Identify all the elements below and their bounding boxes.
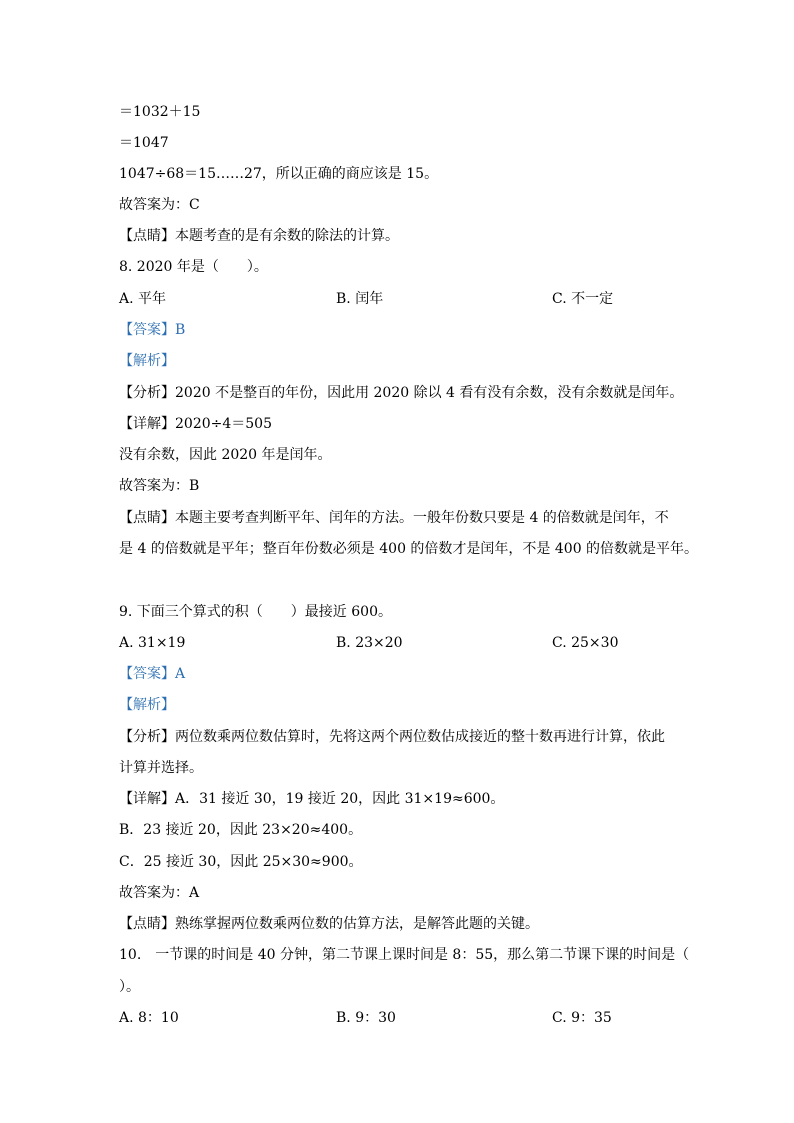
- q8-analysis-tag: 【解析】: [119, 353, 175, 369]
- calc-line-1: ＝1032＋15: [119, 104, 201, 120]
- q9-detail-b: B．23 接近 20，因此 23×20≈400。: [119, 822, 363, 838]
- q8-analysis: 【分析】2020 不是整百的年份，因此用 2020 除以 4 看有没有余数，没有余数就是闰年。: [119, 385, 684, 401]
- q9-detail: 【详解】A．31 接近 30，19 接近 20，因此 31×19≈600。: [119, 791, 505, 807]
- q8-option-b: B. 闰年: [336, 291, 384, 307]
- q9-analysis-tag: 【解析】: [119, 697, 175, 713]
- q10-option-c: C. 9：35: [552, 1010, 612, 1026]
- calc-line-3: 1047÷68＝15……27，所以正确的商应该是 15。: [119, 166, 439, 182]
- q8-final-answer: 故答案为：B: [119, 478, 200, 494]
- question-8: 8. 2020 年是（ ）。: [119, 259, 268, 275]
- question-10-line-2: ）。: [119, 979, 140, 995]
- question-9: 9. 下面三个算式的积（ ）最接近 600。: [119, 604, 392, 620]
- q8-note-2: 是 4 的倍数就是平年；整百年份数必须是 400 的倍数才是闰年，不是 400 的倍数就是平年。: [119, 541, 699, 557]
- answer-line-7: 故答案为：C: [119, 197, 200, 213]
- note-line-7: 【点睛】本题考查的是有余数的除法的计算。: [119, 228, 399, 244]
- q9-option-b: B. 23×20: [336, 635, 403, 651]
- q8-option-c: C. 不一定: [552, 291, 614, 307]
- q9-option-c: C. 25×30: [552, 635, 619, 651]
- q9-analysis-1: 【分析】两位数乘两位数估算时，先将这两个两位数估成接近的整十数再进行计算，依此: [119, 729, 665, 745]
- q8-note-1: 【点睛】本题主要考查判断平年、闰年的方法。一般年份数只要是 4 的倍数就是闰年，不: [119, 510, 669, 526]
- q9-final-answer: 故答案为：A: [119, 885, 200, 901]
- q8-detail: 【详解】2020÷4＝505: [119, 416, 272, 432]
- q9-note: 【点睛】熟练掌握两位数乘两位数的估算方法，是解答此题的关键。: [119, 916, 539, 932]
- q10-option-b: B. 9：30: [336, 1010, 396, 1026]
- q8-answer-tag: 【答案】B: [119, 322, 186, 338]
- q9-detail-c: C．25 接近 30，因此 25×30≈900。: [119, 854, 363, 870]
- calc-line-2: ＝1047: [119, 135, 169, 151]
- q9-option-a: A. 31×19: [119, 635, 186, 651]
- q8-option-a: A. 平年: [119, 291, 167, 307]
- q9-analysis-2: 计算并选择。: [119, 760, 203, 776]
- q9-answer-tag: 【答案】A: [119, 666, 186, 682]
- q8-detail-line: 没有余数，因此 2020 年是闰年。: [119, 447, 332, 463]
- question-10-line-1: 10. 一节课的时间是 40 分钟，第二节课上课时间是 8：55，那么第二节课下课的时间是（: [119, 947, 690, 963]
- q10-option-a: A. 8：10: [119, 1010, 179, 1026]
